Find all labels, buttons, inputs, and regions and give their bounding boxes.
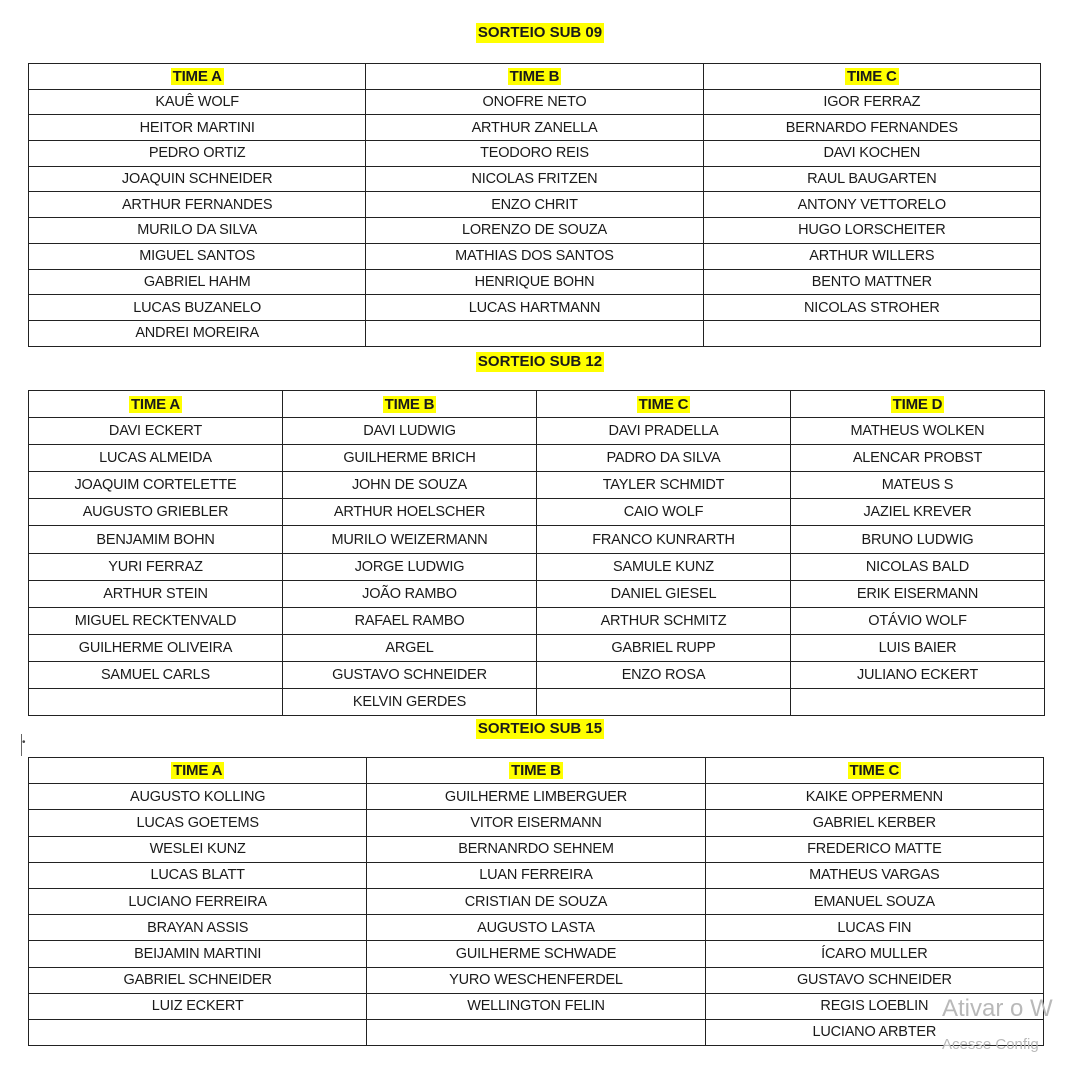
player-cell: HEITOR MARTINI bbox=[29, 115, 366, 141]
table-row bbox=[29, 141, 1041, 167]
player-cell: WESLEI KUNZ bbox=[29, 836, 367, 862]
table-row bbox=[29, 784, 1044, 810]
table-row bbox=[29, 553, 1045, 580]
player-cell: BENTO MATTNER bbox=[703, 269, 1040, 295]
player-cell: SAMULE KUNZ bbox=[537, 553, 791, 580]
player-cell: CRISTIAN DE SOUZA bbox=[367, 888, 705, 914]
activation-watermark-title: Ativar o W bbox=[942, 995, 1053, 1022]
player-cell: HENRIQUE BOHN bbox=[366, 269, 703, 295]
player-cell: AUGUSTO GRIEBLER bbox=[29, 499, 283, 526]
table-row bbox=[29, 243, 1041, 269]
player-cell: LUCAS BUZANELO bbox=[29, 295, 366, 321]
column-header bbox=[791, 391, 1045, 418]
player-cell: ARGEL bbox=[283, 634, 537, 661]
table-row bbox=[29, 499, 1045, 526]
player-cell: CAIO WOLF bbox=[537, 499, 791, 526]
player-cell: GUILHERME SCHWADE bbox=[367, 941, 705, 967]
team-name: TIME A bbox=[172, 67, 222, 85]
player-cell: PEDRO ORTIZ bbox=[29, 141, 366, 167]
player-cell: GABRIEL KERBER bbox=[705, 810, 1043, 836]
player-cell: LUIZ ECKERT bbox=[29, 993, 367, 1019]
player-cell: BERNANRDO SEHNEM bbox=[367, 836, 705, 862]
table-row bbox=[29, 607, 1045, 634]
table-row bbox=[29, 941, 1044, 967]
player-cell: LUCAS HARTMANN bbox=[366, 295, 703, 321]
team-name: TIME C bbox=[847, 67, 897, 85]
player-cell: GABRIEL HAHM bbox=[29, 269, 366, 295]
player-cell: TEODORO REIS bbox=[366, 141, 703, 167]
table-row bbox=[29, 810, 1044, 836]
player-cell bbox=[791, 689, 1045, 716]
player-cell: MATHEUS WOLKEN bbox=[791, 418, 1045, 445]
player-cell: DAVI LUDWIG bbox=[283, 418, 537, 445]
table-row bbox=[29, 634, 1045, 661]
player-cell: ARTHUR HOELSCHER bbox=[283, 499, 537, 526]
player-cell: SAMUEL CARLS bbox=[29, 661, 283, 688]
team-name: TIME A bbox=[173, 762, 223, 780]
player-cell: LUCIANO ARBTER bbox=[705, 1019, 1043, 1045]
player-cell: GUSTAVO SCHNEIDER bbox=[705, 967, 1043, 993]
section-title-sub09 bbox=[0, 23, 1080, 45]
team-name: TIME D bbox=[892, 395, 943, 413]
player-cell: ARTHUR FERNANDES bbox=[29, 192, 366, 218]
table-row bbox=[29, 166, 1041, 192]
player-cell: AUGUSTO KOLLING bbox=[29, 784, 367, 810]
player-cell: ENZO ROSA bbox=[537, 661, 791, 688]
table-row bbox=[29, 320, 1041, 346]
draw-table-sub09 bbox=[28, 63, 1041, 347]
player-cell: KELVIN GERDES bbox=[283, 689, 537, 716]
player-cell: ERIK EISERMANN bbox=[791, 580, 1045, 607]
player-cell: JOÃO RAMBO bbox=[283, 580, 537, 607]
table-row bbox=[29, 192, 1041, 218]
section-title-text: SORTEIO SUB 15 bbox=[477, 720, 603, 737]
player-cell: LUAN FERREIRA bbox=[367, 862, 705, 888]
player-cell: BEIJAMIN MARTINI bbox=[29, 941, 367, 967]
player-cell: WELLINGTON FELIN bbox=[367, 993, 705, 1019]
section-title-sub12 bbox=[0, 352, 1080, 374]
player-cell: LUCAS ALMEIDA bbox=[29, 445, 283, 472]
player-cell: BERNARDO FERNANDES bbox=[703, 115, 1040, 141]
table-row bbox=[29, 418, 1045, 445]
player-cell: FRANCO KUNRARTH bbox=[537, 526, 791, 553]
player-cell: NICOLAS FRITZEN bbox=[366, 166, 703, 192]
column-header bbox=[283, 391, 537, 418]
player-cell: HUGO LORSCHEITER bbox=[703, 218, 1040, 244]
player-cell: MURILO DA SILVA bbox=[29, 218, 366, 244]
player-cell: DANIEL GIESEL bbox=[537, 580, 791, 607]
table-row bbox=[29, 445, 1045, 472]
table-row bbox=[29, 993, 1044, 1019]
draw-table-sub15 bbox=[28, 757, 1044, 1046]
player-cell: GABRIEL SCHNEIDER bbox=[29, 967, 367, 993]
team-name: TIME B bbox=[509, 67, 560, 85]
column-header bbox=[705, 758, 1043, 784]
header-row bbox=[29, 758, 1044, 784]
player-cell: REGIS LOEBLIN bbox=[705, 993, 1043, 1019]
column-header bbox=[537, 391, 791, 418]
player-cell: GUILHERME OLIVEIRA bbox=[29, 634, 283, 661]
player-cell: ARTHUR SCHMITZ bbox=[537, 607, 791, 634]
player-cell: LORENZO DE SOUZA bbox=[366, 218, 703, 244]
activation-watermark-subtitle: Acesse Config bbox=[942, 1036, 1039, 1053]
player-cell: KAIKE OPPERMENN bbox=[705, 784, 1043, 810]
table-row bbox=[29, 888, 1044, 914]
player-cell: ALENCAR PROBST bbox=[791, 445, 1045, 472]
table-row bbox=[29, 836, 1044, 862]
player-cell: VITOR EISERMANN bbox=[367, 810, 705, 836]
team-name: TIME C bbox=[849, 762, 900, 780]
player-cell: LUCAS BLATT bbox=[29, 862, 367, 888]
player-cell: EMANUEL SOUZA bbox=[705, 888, 1043, 914]
player-cell: DAVI ECKERT bbox=[29, 418, 283, 445]
player-cell: GUILHERME BRICH bbox=[283, 445, 537, 472]
player-cell: FREDERICO MATTE bbox=[705, 836, 1043, 862]
table-row bbox=[29, 580, 1045, 607]
player-cell: NICOLAS STROHER bbox=[703, 295, 1040, 321]
player-cell: PADRO DA SILVA bbox=[537, 445, 791, 472]
table-row bbox=[29, 661, 1045, 688]
player-cell: YURI FERRAZ bbox=[29, 553, 283, 580]
player-cell: RAUL BAUGARTEN bbox=[703, 166, 1040, 192]
player-cell: ENZO CHRIT bbox=[366, 192, 703, 218]
player-cell: MATHIAS DOS SANTOS bbox=[366, 243, 703, 269]
player-cell: GUSTAVO SCHNEIDER bbox=[283, 661, 537, 688]
table-row bbox=[29, 218, 1041, 244]
table-row bbox=[29, 89, 1041, 115]
player-cell: JULIANO ECKERT bbox=[791, 661, 1045, 688]
player-cell: ONOFRE NETO bbox=[366, 89, 703, 115]
player-cell: JOHN DE SOUZA bbox=[283, 472, 537, 499]
player-cell: BRUNO LUDWIG bbox=[791, 526, 1045, 553]
team-name: TIME B bbox=[511, 762, 561, 780]
table-row bbox=[29, 1019, 1044, 1045]
player-cell bbox=[29, 689, 283, 716]
player-cell: IGOR FERRAZ bbox=[703, 89, 1040, 115]
player-cell: LUCIANO FERREIRA bbox=[29, 888, 367, 914]
team-name: TIME A bbox=[130, 395, 181, 413]
player-cell: JOAQUIM CORTELETTE bbox=[29, 472, 283, 499]
table-row bbox=[29, 295, 1041, 321]
player-cell: ANDREI MOREIRA bbox=[29, 320, 366, 346]
table-row bbox=[29, 115, 1041, 141]
player-cell: YURO WESCHENFERDEL bbox=[367, 967, 705, 993]
player-cell: MATHEUS VARGAS bbox=[705, 862, 1043, 888]
player-cell: DAVI PRADELLA bbox=[537, 418, 791, 445]
player-cell bbox=[703, 320, 1040, 346]
player-cell: ÍCARO MULLER bbox=[705, 941, 1043, 967]
table-row bbox=[29, 472, 1045, 499]
player-cell bbox=[366, 320, 703, 346]
player-cell: ARTHUR ZANELLA bbox=[366, 115, 703, 141]
player-cell: LUIS BAIER bbox=[791, 634, 1045, 661]
player-cell: LUCAS GOETEMS bbox=[29, 810, 367, 836]
table-row bbox=[29, 862, 1044, 888]
player-cell: RAFAEL RAMBO bbox=[283, 607, 537, 634]
player-cell: ARTHUR STEIN bbox=[29, 580, 283, 607]
column-header bbox=[29, 391, 283, 418]
player-cell: LUCAS FIN bbox=[705, 915, 1043, 941]
player-cell: ARTHUR WILLERS bbox=[703, 243, 1040, 269]
player-cell: NICOLAS BALD bbox=[791, 553, 1045, 580]
header-row bbox=[29, 64, 1041, 90]
player-cell: GUILHERME LIMBERGUER bbox=[367, 784, 705, 810]
player-cell: GABRIEL RUPP bbox=[537, 634, 791, 661]
player-cell: JORGE LUDWIG bbox=[283, 553, 537, 580]
player-cell bbox=[537, 689, 791, 716]
player-cell: JOAQUIN SCHNEIDER bbox=[29, 166, 366, 192]
table-row bbox=[29, 269, 1041, 295]
column-header bbox=[703, 64, 1040, 90]
section-title-text: SORTEIO SUB 09 bbox=[477, 24, 603, 41]
team-name: TIME C bbox=[638, 395, 689, 413]
section-title-sub15 bbox=[0, 719, 1080, 741]
player-cell: OTÁVIO WOLF bbox=[791, 607, 1045, 634]
team-name: TIME B bbox=[384, 395, 435, 413]
player-cell bbox=[29, 1019, 367, 1045]
player-cell: MIGUEL SANTOS bbox=[29, 243, 366, 269]
table-row bbox=[29, 967, 1044, 993]
player-cell: MATEUS S bbox=[791, 472, 1045, 499]
text-cursor-marker: • bbox=[21, 734, 27, 756]
player-cell: KAUÊ WOLF bbox=[29, 89, 366, 115]
player-cell: DAVI KOCHEN bbox=[703, 141, 1040, 167]
player-cell: JAZIEL KREVER bbox=[791, 499, 1045, 526]
player-cell: AUGUSTO LASTA bbox=[367, 915, 705, 941]
column-header bbox=[366, 64, 703, 90]
draw-table-sub12 bbox=[28, 390, 1045, 716]
player-cell: MURILO WEIZERMANN bbox=[283, 526, 537, 553]
player-cell: BENJAMIM BOHN bbox=[29, 526, 283, 553]
table-row bbox=[29, 526, 1045, 553]
player-cell bbox=[367, 1019, 705, 1045]
player-cell: ANTONY VETTORELO bbox=[703, 192, 1040, 218]
table-row bbox=[29, 915, 1044, 941]
column-header bbox=[367, 758, 705, 784]
player-cell: BRAYAN ASSIS bbox=[29, 915, 367, 941]
column-header bbox=[29, 64, 366, 90]
section-title-text: SORTEIO SUB 12 bbox=[477, 353, 603, 370]
player-cell: MIGUEL RECKTENVALD bbox=[29, 607, 283, 634]
table-row bbox=[29, 689, 1045, 716]
column-header bbox=[29, 758, 367, 784]
player-cell: TAYLER SCHMIDT bbox=[537, 472, 791, 499]
header-row bbox=[29, 391, 1045, 418]
